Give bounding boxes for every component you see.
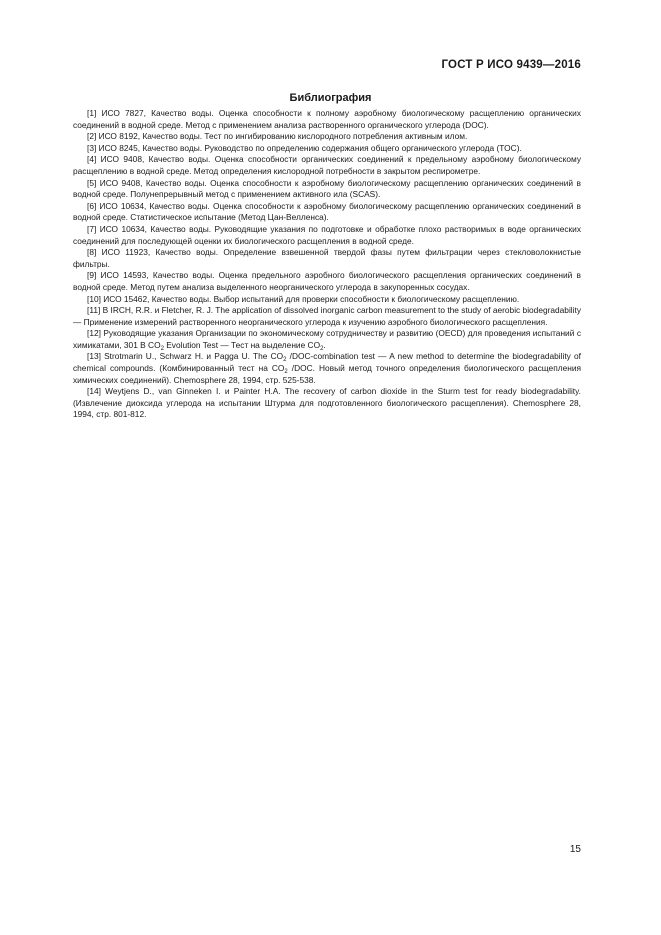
bibliography-entry-7: [7] ИСО 10634, Качество воды. Руководящие указания по подготовке и обработке плохо растворимых в воде органических соединений для последующей оценки их биологического расщепления в водной среде. bbox=[73, 223, 581, 246]
entry-12-subscript-a: 2 bbox=[160, 345, 164, 352]
bibliography-entry-12 bbox=[73, 328, 581, 351]
bibliography-entry-6: [6] ИСО 10634, Качество воды. Оценка способности к аэробному биологическому расщеплению органических соединений в водной среде. Статистическое испытание (Метод Цан-Велленса). bbox=[73, 200, 581, 223]
entry-12-text-c: . bbox=[323, 339, 326, 350]
page-number: 15 bbox=[569, 844, 581, 855]
bibliography-entry-11: [11] B IRCH, R.R. и Fletcher, R. J. The application of dissolved inorganic carbon measurement to the study of aerobic biodegradability — Применение измерений растворенного неорганического углерода к изучению аэробного биологического расщепления. bbox=[73, 305, 581, 327]
entry-13-text-a: [13] Strotmarin U., Schwarz H. и Pagga U. The CO bbox=[87, 351, 284, 362]
bibliography-entry-14: [14] Weytjens D., van Ginneken I. и Painter H.A. The recovery of carbon dioxide in the Sturm test for ready biodegradability. (Извлечение диоксида углерода на испытании Штурма для подготовленного биологического расщепления). Chemosphere 28, 1994, стр. 801-812. bbox=[73, 386, 581, 420]
bibliography-entry-2: [2] ИСО 8192, Качество воды. Тест по ингибированию кислородного потребления активным илом. bbox=[87, 131, 468, 142]
bibliography-entry-5: [5] ИСО 9408, Качество воды. Оценка способности к аэробному биологическому расщеплению органических соединений в водной среде. Полунепрерывный метод с применением активного ила (SCAS). bbox=[73, 177, 581, 200]
entry-13-subscript-a: 2 bbox=[283, 357, 287, 364]
bibliography-entry-1: [1] ИСО 7827, Качество воды. Оценка способности к полному аэробному биологическому расщеплению органических соединений в водной среде. Метод с применением анализа растворенного органического углерода (DOC). bbox=[73, 108, 581, 130]
bibliography-list bbox=[73, 108, 581, 421]
bibliography-title: Библиография bbox=[289, 92, 372, 104]
bibliography-entry-3: [3] ИСО 8245, Качество воды. Руководство по определению содержания общего органического углерода (TOC). bbox=[87, 142, 522, 153]
entry-12-text-b: Evolution Test — Тест на выделение CO bbox=[163, 339, 321, 350]
bibliography-entry-4: [4] ИСО 9408, Качество воды. Оценка способности органических соединений к предельному аэробному биологическому расщеплению в водной среде. Метод определения кислородной потребности в закрытом респирометре. bbox=[73, 154, 581, 176]
bibliography-entry-13 bbox=[73, 351, 581, 386]
entry-13-subscript-b: 2 bbox=[284, 369, 288, 376]
bibliography-entry-10: [10] ИСО 15462, Качество воды. Выбор испытаний для проверки способности к биологическому расщеплению. bbox=[87, 293, 520, 304]
entry-13-text-c: /DOC. Новый метод точного определения биологического расщепления химических соединений). Chemosphere 28, 1994, стр. 525-538. bbox=[73, 363, 582, 385]
entry-12-text-a: [12] Руководящие указания Организации по экономическому сотрудничеству и развитию (OECD) для проведения испытаний с химикатами, 301 В CO bbox=[73, 328, 581, 350]
entry-12-subscript-b: 2 bbox=[320, 345, 324, 352]
entry-13-text-b: /DOC-combination test — A new method to determine the biodegradability of chemical compounds. (Комбинированный тест на CO bbox=[73, 351, 581, 374]
bibliography-entry-9: [9] ИСО 14593, Качество воды. Оценка предельного аэробного биологического расщепления органических соединений в водной среде. Метод путем анализа выделенного неорганического углерода в закупоренных сосудах. bbox=[73, 270, 581, 292]
bibliography-entry-8: [8] ИСО 11923, Качество воды. Определение взвешенной твердой фазы путем фильтрации через стекловолокнистые фильтры. bbox=[73, 247, 581, 269]
standard-designation: ГОСТ Р ИСО 9439—2016 bbox=[441, 59, 581, 71]
